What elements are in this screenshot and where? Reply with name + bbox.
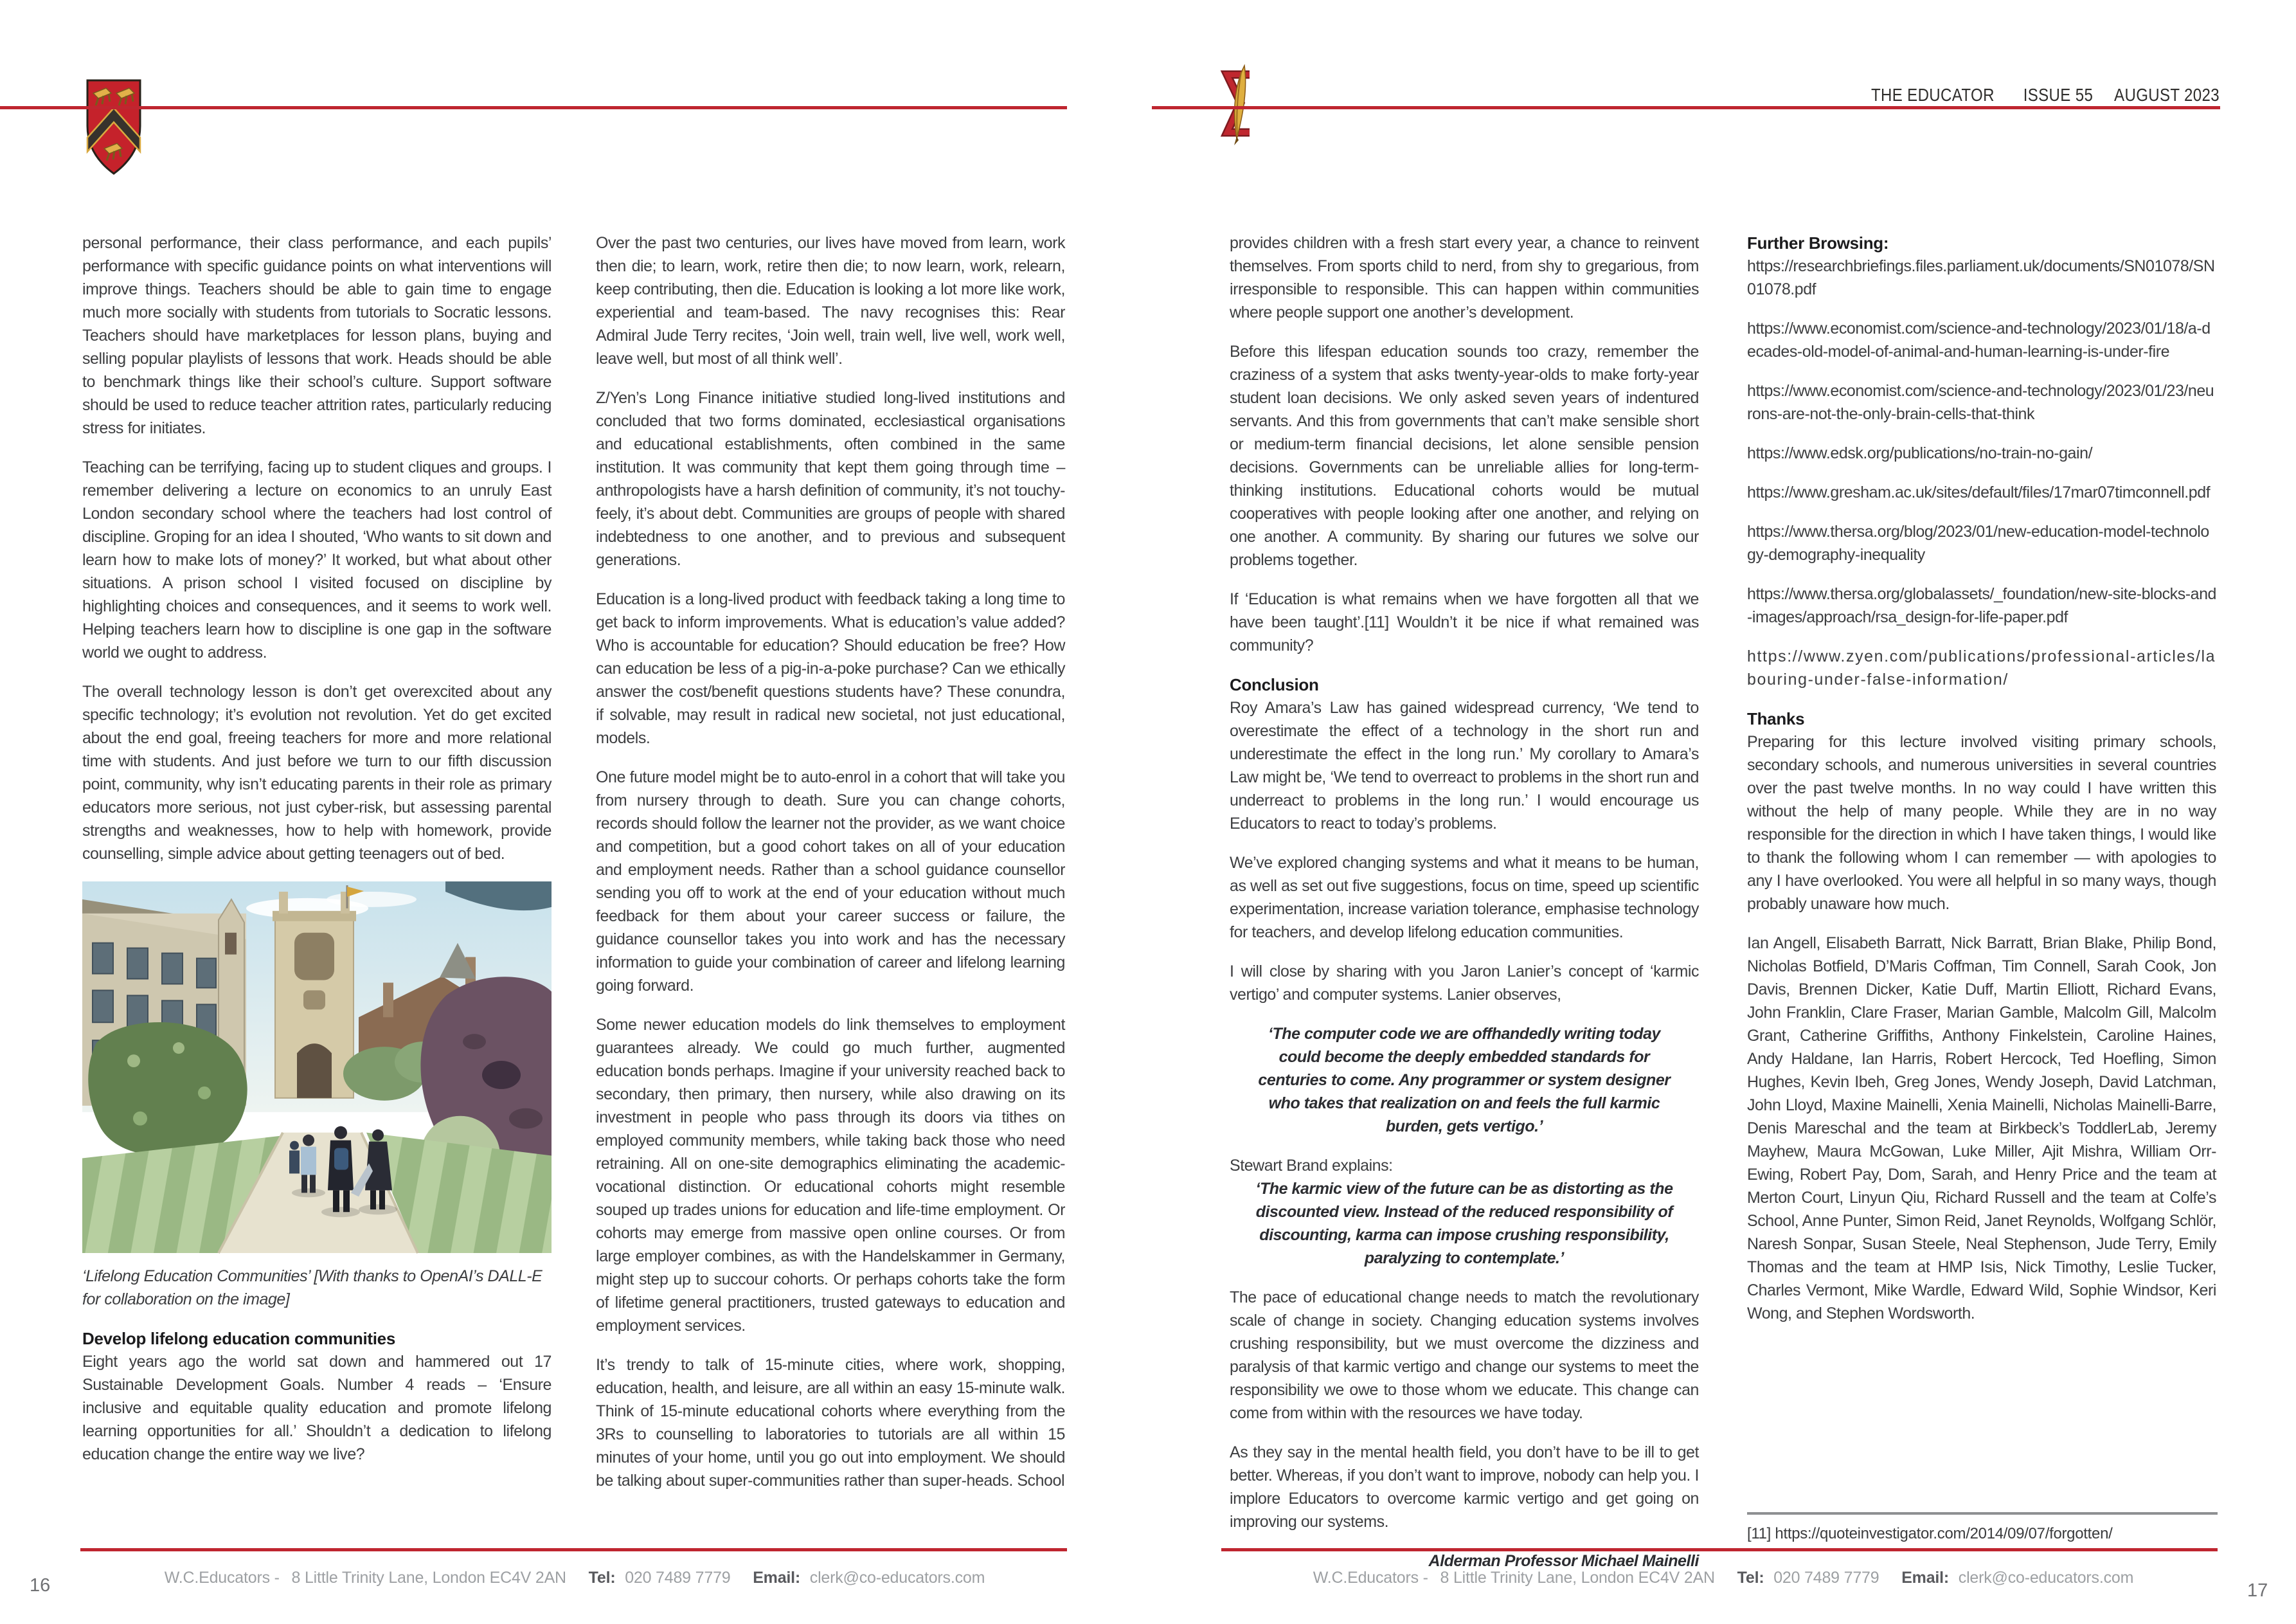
paragraph: Over the past two centuries, our lives have moved from learn, work then die; to learn, work, retire then die; to now learn, work, relearn, keep contributing, then die. Education is looking a lot more like work, experiential and team-based. The navy recognises this: Rear Admiral Jude Terry recites, ‘Join well, train well, live well, work well, leave well, but most of all think well’. xyxy=(596,234,1065,368)
email-address[interactable]: clerk@co-educators.com xyxy=(809,1569,985,1587)
right-page-column-1 xyxy=(1230,231,1700,1570)
publication-title: THE EDUCATOR xyxy=(1870,85,1995,105)
footer-org: W.C.Educators - xyxy=(1313,1569,1428,1587)
courtyard-photo-illustration xyxy=(82,881,552,1253)
paragraph: I will close by sharing with you Jaron Lanier’s concept of ‘karmic vertigo’ and computer systems. Lanier observes, xyxy=(1230,962,1699,1004)
email-address[interactable]: clerk@co-educators.com xyxy=(1958,1569,2134,1587)
section-heading: Further Browsing: xyxy=(1747,233,1889,253)
footnote[interactable]: [11] https://quoteinvestigator.com/2014/09/07/forgotten/ xyxy=(1747,1525,2113,1542)
paragraph: personal performance, their class performance, and each pupils’ performance with specific guidance points on what interventions will improve things. Teachers should be able to gain time to engage much more socially with students from tutorials to Socratic lessons. Teachers should have marketplaces for lesson plans, buying and selling popular playlists of lessons that work. Heads should be able to benchmark things like their school’s culture. Support software should be used to reduce teacher attrition rates, particularly reducing stress for initiates. xyxy=(82,234,552,437)
tel-number: 020 7489 7779 xyxy=(1773,1569,1879,1587)
paragraph: Some newer education models do link themselves to employment guarantees already. We could go much further, augmented education bonds perhaps. Imagine if your university reached back to secondary, then primary, then nursery, while also drawing on its investment in people who pass through its doors via tithes on employed community members, while taking back those who need retraining. All on one-site demographics eliminating the academic-vocational distinction. Or educational cohorts might resemble souped up trades unions for education and life-time employment. Or cohorts may emerge from massive open online courses. Or from large employer combines, as with the Handelskammer in Germany, might step up to succour cohorts. Or perhaps cohorts take the form of lifetime general practitioners, trusted gateways to education and employment services. xyxy=(596,1016,1065,1335)
paragraph: As they say in the mental health field, you don’t have to be ill to get better. Whereas, if you don’t want to improve, nobody can help you. I implore Educators to overcome karmic vertigo and get going on improving our systems. xyxy=(1230,1443,1699,1531)
email-label: Email: xyxy=(1901,1569,1950,1587)
header-rule xyxy=(1152,106,2220,109)
email-label: Email: xyxy=(753,1569,801,1587)
paragraph: Teaching can be terrifying, facing up to student cliques and groups. I remember delivering a lecture on economics to an unruly East London secondary school where the teachers had lost control of discipline. Groping for an idea I shouted, ‘Who wants to sit down and learn how to make lots of money?’ It worked, but what about other situations. A prison school I visited focused on discipline by highlighting choices and consequences, and it seems to work well. Helping teachers learn how to discipline is one gap in the software world we ought to address. xyxy=(82,458,552,662)
footer-contact xyxy=(82,1569,1067,1587)
paragraph: Education is a long-lived product with feedback taking a long time to get back to inform improvements. What is education’s value added? Who is accountable for education? Should education be free? How can education be less of a pig-in-a-poke purchase? Can we ethically answer the cost/benefit questions students have? These conundra, if solvable, may result in radical new societal, not just educational, models. xyxy=(596,590,1065,747)
pull-quote: ‘The karmic view of the future can be as distorting as the discounted view. Instead of the reduced responsibility of discounting, karma can impose crushing responsibility, paralyzing to contemplate.’ xyxy=(1255,1180,1673,1267)
author-signature: Alderman Professor Michael Mainelli xyxy=(1428,1552,1699,1570)
reference-link[interactable]: https://researchbriefings.files.parliament.uk/documents/SN01078/SN01078.pdf xyxy=(1747,257,2215,298)
tel-label: Tel: xyxy=(1737,1569,1764,1587)
tel-label: Tel: xyxy=(588,1569,616,1587)
page-number-left: 16 xyxy=(30,1575,51,1596)
photo-caption: ‘Lifelong Education Communities’ [With thanks to OpenAI’s DALL-E for collaboration on the image] xyxy=(82,1267,543,1308)
section-heading: Develop lifelong education communities xyxy=(82,1329,396,1348)
paragraph: Ian Angell, Elisabeth Barratt, Nick Barratt, Brian Blake, Philip Bond, Nicholas Botfield, D’Maris Coffman, Tim Connell, Sarah Cook, Jon Davis, Brennen Dicker, Katie Duff, Martin Elliott, Richard Evans, John Franklin, Clare Fraser, Marian Gamble, Malcolm Gill, Malcolm Grant, Catherine Griffiths, Anthony Finkelstein, Caroline Haines, Andy Haldane, Ian Harris, Robert Hercock, Ted Hoefling, Simon Hughes, Kevin Ibeh, Greg Jones, Wendy Joseph, David Latchman, John Lloyd, Maxine Mainelli, Xenia Mainelli, Nicholas Mainelli-Barre, Denis Mareschal and the team at Birkbeck’s ToddlerLab, Jeremy Mayhew, Maura McGowan, Luke Miller, Ajit Mishra, William Orr-Ewing, Robert Pay, Dom, Sarah, and Henry Price and the team at Merton Court, Linyun Qiu, Richard Russell and the team at Colfe’s School, Anne Punter, Simon Reid, Janet Reynolds, Wolfgang Schlör, Naresh Sonpar, Susan Steele, Neal Stephenson, Jude Terry, Emily Thomas and the team at HMP Isis, Nick Timothy, Leslie Tucker, Charles Vermont, Mike Wardle, Edward Wild, Sophie Windsor, Keri Wong, and Stephen Wordsworth. xyxy=(1747,934,2216,1322)
section-heading: Thanks xyxy=(1747,709,1805,728)
section-heading: Conclusion xyxy=(1230,675,1319,694)
reference-link[interactable]: https://www.thersa.org/globalassets/_foundation/new-site-blocks-and-images/approach/rsa_design-for-life-paper.pdf xyxy=(1747,585,2216,626)
footer-rule xyxy=(1221,1548,2218,1551)
issue-date: AUGUST 2023 xyxy=(2114,85,2220,105)
educators-company-crest-logo xyxy=(84,77,143,177)
paragraph: We’ve explored changing systems and what it means to be human, as well as set out five suggestions, focus on time, speed up scientific experimentation, increase variation tolerance, emphasise technology for teachers, and develop lifelong education communities. xyxy=(1230,854,1700,941)
reference-link[interactable]: https://www.economist.com/science-and-technology/2023/01/18/a-decades-old-model-of-animal-and-human-learning-is-under-fire xyxy=(1747,320,2211,361)
footer-address: 8 Little Trinity Lane, London EC4V 2AN xyxy=(291,1569,566,1587)
paragraph: One future model might be to auto-enrol in a cohort that will take you from nursery through to death. Sure you can change cohorts, records should follow the learner not the provider, as we want choice and competition, but a good cohort takes on all of your education and employment needs. Rather than a school guidance counsellor sending you off to work at the end of your education without much feedback for them about your career success or failure, the guidance counsellor takes you into work and has the necessary information to guide your combination of career and lifelong learning going forward. xyxy=(596,768,1065,995)
paragraph: The overall technology lesson is don’t get overexcited about any specific technology; it’s evolution not revolution. Yet do get excited about the end goal, freeing teachers for more and more relational time with students. And just before we turn to our fifth discussion point, community, why isn’t educating parents in their role as primary educators more serious, not just cyber-risk, but assessing parental strengths and weaknesses, how to help with homework, provide counselling, simple advice about getting teenagers out of bed. xyxy=(82,683,552,863)
pull-quote: ‘The computer code we are offhandedly writing today could become the deeply embedded standards for centuries to come. Any programmer or system designer who takes that realization on and feels the full karmic burden, gets vertigo.’ xyxy=(1258,1025,1671,1135)
paragraph: It’s trendy to talk of 15-minute cities, where work, shopping, education, health, and leisure, are all within an easy 15-minute walk. Think of 15-minute educational cohorts where everything from the 3Rs to counselling to laboratories to tutorials are all within 15 minutes of your home, until you go out into employment. We should be talking about super-communities rather than super-heads. School xyxy=(596,1356,1065,1490)
left-page-column-1 xyxy=(82,231,552,1546)
paragraph: The pace of educational change needs to match the revolutionary scale of change in society. Changing education systems involves crushing responsibility, but we must overcome the dizziness and paralysis of that karmic vertigo and change our systems to meet the responsibility we owe to those whom we educate. This change can come from within with the resources we have today. xyxy=(1230,1288,1699,1422)
paragraph: Stewart Brand explains: xyxy=(1230,1157,1393,1175)
reference-link[interactable]: https://www.zyen.com/publications/professional-articles/labouring-under-false-information/ xyxy=(1747,647,2216,689)
footer-org: W.C.Educators - xyxy=(164,1569,280,1587)
right-page-column-2 xyxy=(1747,231,2216,1510)
issue-number: ISSUE 55 xyxy=(2023,85,2094,105)
header-rule xyxy=(0,106,1067,109)
paragraph: Roy Amara’s Law has gained widespread currency, ‘We tend to overestimate the effect of a technology in the short run and underestimate the effect in the long run.’ My corollary to Amara’s Law might be, ‘We tend to overreact to problems in the short run and underreact to problems in the long run.’ I would encourage us Educators to react to today’s problems. xyxy=(1230,699,1699,833)
reference-link[interactable]: https://www.edsk.org/publications/no-train-no-gain/ xyxy=(1747,444,2093,462)
paragraph: provides children with a fresh start every year, a chance to reinvent themselves. From sports child to nerd, from shy to gregarious, from irresponsible to responsible. This can happen within communities where people support one another’s development. xyxy=(1230,234,1699,321)
masthead xyxy=(1611,85,2220,105)
paragraph: Before this lifespan education sounds too crazy, remember the craziness of a system that asks twenty-year-olds to make forty-year student loan decisions. We only asked seven years of indentured servants. And this from governments that can’t make sensible short or medium-term financial decisions, let alone sensible pension decisions. Governments can be unreliable allies for long-term-thinking institutions. Educational cohorts would be mutual cooperatives with people looking after one another, and relying on one another. A community. By sharing our futures we solve our problems together. xyxy=(1230,343,1699,569)
shield-icon xyxy=(84,77,143,177)
reference-link[interactable]: https://www.economist.com/science-and-technology/2023/01/23/neurons-are-not-the-only-brain-cells-that-think xyxy=(1747,382,2214,423)
reference-link[interactable]: https://www.thersa.org/blog/2023/01/new-education-model-technology-demography-inequality xyxy=(1747,523,2209,564)
footnote-divider xyxy=(1747,1512,2218,1515)
paragraph: If ‘Education is what remains when we have forgotten all that we have been taught’.[11] Wouldn’t it be nice if what remained was community? xyxy=(1230,590,1699,654)
tel-number: 020 7489 7779 xyxy=(625,1569,731,1587)
article-photo xyxy=(82,881,552,1253)
page-number-right: 17 xyxy=(2247,1580,2268,1601)
reference-link[interactable]: https://www.gresham.ac.uk/sites/default/files/17mar07timconnell.pdf xyxy=(1747,483,2211,501)
paragraph: Z/Yen’s Long Finance initiative studied long-lived institutions and concluded that two forms dominated, ecclesiastical organisations and educational establishments, often combined in the same institution. It was community that kept them going through time – anthropologists have a harsh definition of community, it’s not touchy-feely, it’s about debt. Communities are groups of people with shared indebtedness to one another, and to previous and subsequent generations. xyxy=(596,389,1065,569)
paragraph: Preparing for this lecture involved visiting primary schools, secondary schools, and numerous universities in several countries over the past twelve months. In no way could I have written this without the help of many people. While they are in no way responsible for the direction in which I have taken things, I would like to thank the following whom I can remember — with apologies to any I have overlooked. You were all helpful in so many ways, though probably unaware how much. xyxy=(1747,733,2216,913)
footer-address: 8 Little Trinity Lane, London EC4V 2AN xyxy=(1440,1569,1715,1587)
footer-contact xyxy=(1230,1569,2217,1587)
footer-rule xyxy=(80,1548,1067,1551)
left-page-column-2 xyxy=(596,231,1065,1546)
paragraph: Eight years ago the world sat down and hammered out 17 Sustainable Development Goals. Number 4 reads – ‘Ensure inclusive and equitable quality education and promote lifelong learning opportunities for all.’ Shouldn’t a dedication to lifelong education change the entire way we live? xyxy=(82,1353,552,1463)
